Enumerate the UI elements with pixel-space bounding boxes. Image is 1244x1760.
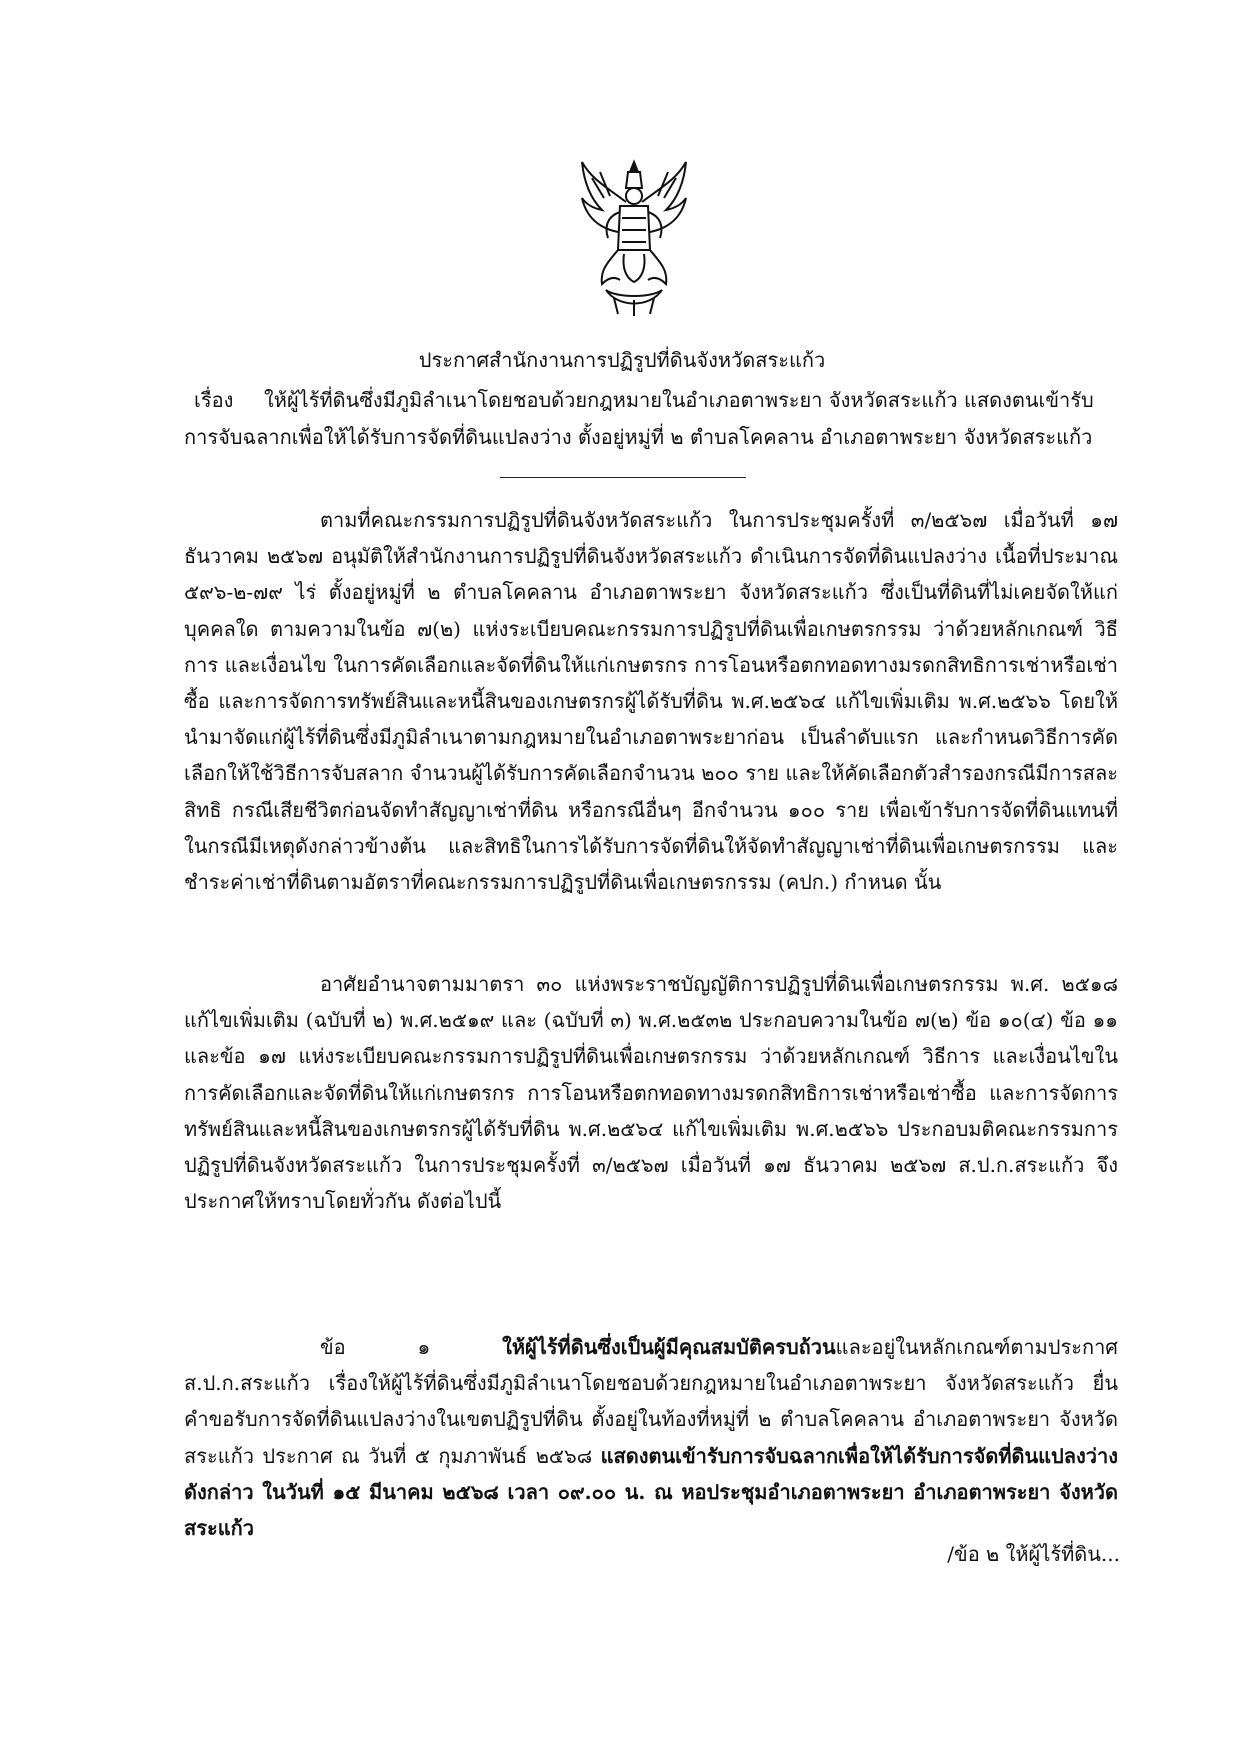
paragraph-3	[184, 1329, 1118, 1546]
org-title: ประกาศสำนักงานการปฏิรูปที่ดินจังหวัดสระแก้ว	[418, 348, 826, 372]
clause-number: ข้อ ๑	[320, 1335, 503, 1359]
garuda-emblem-icon	[578, 158, 690, 318]
continuation-note: /ข้อ ๒ ให้ผู้ไร้ที่ดิน...	[947, 1542, 1120, 1566]
subject-line-2: การจับฉลากเพื่อให้ได้รับการจัดที่ดินแปลงว่าง ตั้งอยู่หมู่ที่ ๒ ตำบลโคคลาน อำเภอตาพระยา จังหวัดสระแก้ว	[184, 425, 1093, 449]
clause-body: และอยู่ในหลักเกณฑ์ตามประกาศ ส.ป.ก.สระแก้ว เรื่องให้ผู้ไร้ที่ดินซึ่งมีภูมิลำเนาโดยชอบด้วยกฎหมายในอำเภอตาพระยา จังหวัดสระแก้ว ยื่นคำขอรับการจัดที่ดินแปลงว่างในเขตปฏิรูปที่ดิน ตั้งอยู่ในท้องที่หมู่ที่ ๒ ตำบลโคคลาน อำเภอตาพระยา จังหวัดสระแก้ว ประกาศ ณ วันที่ ๕ กุมภาพันธ์ ๒๕๖๘	[184, 1335, 1118, 1468]
title-divider	[500, 477, 746, 478]
paragraph-2: อาศัยอำนาจตามมาตรา ๓๐ แห่งพระราชบัญญัติการปฏิรูปที่ดินเพื่อเกษตรกรรม พ.ศ. ๒๕๑๘ แก้ไขเพิ่มเติม (ฉบับที่ ๒) พ.ศ.๒๕๑๙ และ (ฉบับที่ ๓) พ.ศ.๒๕๓๒ ประกอบความในข้อ ๗(๒) ข้อ ๑๐(๔) ข้อ ๑๑ และข้อ ๑๗ แห่งระเบียบคณะกรรมการปฏิรูปที่ดินเพื่อเกษตรกรรม ว่าด้วยหลักเกณฑ์ วิธีการ และเงื่อนไขในการคัดเลือกและจัดที่ดินให้แก่เกษตรกร การโอนหรือตกทอดทางมรดกสิทธิการเช่าหรือเช่าซื้อ และการจัดการทรัพย์สินและหนี้สินของเกษตรกรผู้ได้รับที่ดิน พ.ศ.๒๕๖๔ แก้ไขเพิ่มเติม พ.ศ.๒๕๖๖ ประกอบมติคณะกรรมการปฏิรูปที่ดินจังหวัดสระแก้ว ในการประชุมครั้งที่ ๓/๒๕๖๗ เมื่อวันที่ ๑๗ ธันวาคม ๒๕๖๗ ส.ป.ก.สระแก้ว จึงประกาศให้ทราบโดยทั่วกัน ดังต่อไปนี้	[184, 972, 1118, 1214]
paragraph-1: ตามที่คณะกรรมการปฏิรูปที่ดินจังหวัดสระแก้ว ในการประชุมครั้งที่ ๓/๒๕๖๗ เมื่อวันที่ ๑๗ ธันวาคม ๒๕๖๗ อนุมัติให้สำนักงานการปฏิรูปที่ดินจังหวัดสระแก้ว ดำเนินการจัดที่ดินแปลงว่าง เนื้อที่ประมาณ ๕๙๖-๒-๗๙ ไร่ ตั้งอยู่หมู่ที่ ๒ ตำบลโคคลาน อำเภอตาพระยา จังหวัดสระแก้ว ซึ่งเป็นที่ดินที่ไม่เคยจัดให้แก่บุคคลใด ตามความในข้อ ๗(๒) แห่งระเบียบคณะกรรมการปฏิรูปที่ดินเพื่อเกษตรกรรม ว่าด้วยหลักเกณฑ์ วิธีการ และเงื่อนไข ในการคัดเลือกและจัดที่ดินให้แก่เกษตรกร การโอนหรือตกทอดทางมรดกสิทธิการเช่าหรือเช่าซื้อ และการจัดการทรัพย์สินและหนี้สินของเกษตรกรผู้ได้รับที่ดิน พ.ศ.๒๕๖๔ แก้ไขเพิ่มเติม พ.ศ.๒๕๖๖ โดยให้นำมาจัดแก่ผู้ไร้ที่ดินซึ่งมีภูมิลำเนาตามกฎหมายในอำเภอตาพระยาก่อน เป็นลำดับแรก และกำหนดวิธีการคัดเลือกให้ใช้วิธีการจับสลาก จำนวนผู้ได้รับการคัดเลือกจำนวน ๒๐๐ ราย และให้คัดเลือกตัวสำรองกรณีมีการสละสิทธิ กรณีเสียชีวิตก่อนจัดทำสัญญาเช่าที่ดิน หรือกรณีอื่นๆ อีกจำนวน ๑๐๐ ราย เพื่อเข้ารับการจัดที่ดินแทนที่ในกรณีมีเหตุดังกล่าวข้างต้น และสิทธิในการได้รับการจัดที่ดินให้จัดทำสัญญาเช่าที่ดินเพื่อเกษตรกรรม และชำระค่าเช่าที่ดินตามอัตราที่คณะกรรมการปฏิรูปที่ดินเพื่อเกษตรกรรม (คปก.) กำหนด นั้น	[184, 508, 1118, 895]
subject-label: เรื่อง	[194, 388, 234, 412]
subject-line-1: ให้ผู้ไร้ที่ดินซึ่งมีภูมิลำเนาโดยชอบด้วยกฎหมายในอำเภอตาพระยา จังหวัดสระแก้ว แสดงตนเข้ารับ	[264, 388, 1094, 412]
clause-bold-intro: ให้ผู้ไร้ที่ดินซึ่งเป็นผู้มีคุณสมบัติครบถ้วน	[502, 1335, 836, 1359]
clause-bold-instruction: แสดงตนเข้ารับการจับฉลากเพื่อให้ได้รับการจัดที่ดินแปลงว่างดังกล่าว ในวันที่ ๑๕ มีนาคม ๒๕๖๘ เวลา ๐๙.๐๐ น. ณ หอประชุมอำเภอตาพระยา อำเภอตาพระยา จังหวัดสระแก้ว	[184, 1443, 1118, 1541]
